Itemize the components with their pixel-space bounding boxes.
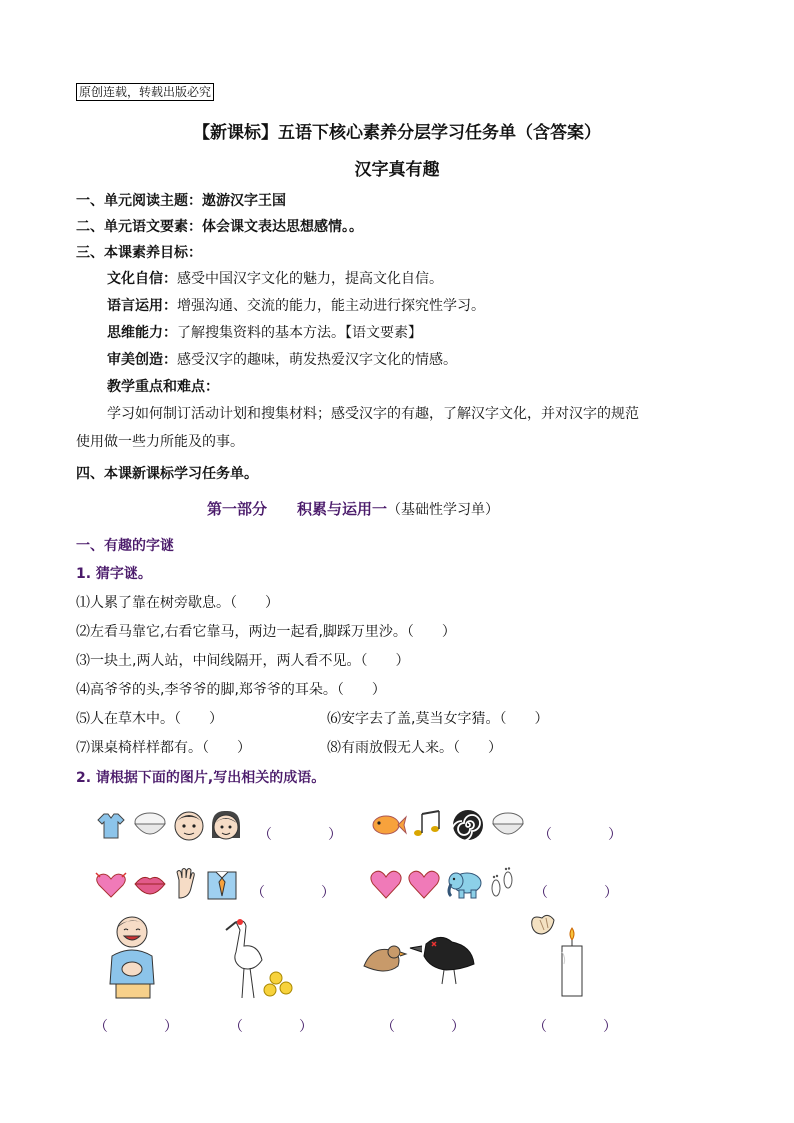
hand-icon: [171, 866, 201, 900]
reading-theme-label: 一、单元阅读主题：: [76, 193, 202, 209]
riddle-4: ⑷高爷爷的头,李爷爷的脚,郑爷爷的耳朵。（ ）: [76, 682, 386, 698]
riddle-5: ⑸人在草木中。（ ）: [76, 711, 223, 727]
answer-blank-7[interactable]: （ ）: [381, 1019, 465, 1035]
shirt-icon: [96, 810, 126, 840]
literacy-goals-heading: 三、本课素养目标：: [76, 245, 202, 261]
goal-thinking: 思维能力：了解搜集资料的基本方法。【语文要素】: [107, 325, 422, 341]
riddle-6: ⑹安字去了盖,莫当女字猜。（ ）: [327, 711, 549, 727]
answer-blank-1[interactable]: （ ）: [258, 827, 342, 843]
answer-blank-8[interactable]: （ ）: [533, 1019, 617, 1035]
question-1-title: 1. 猜字谜。: [76, 566, 152, 582]
heart-icon: [94, 870, 128, 900]
goal-aesthetic: 审美创造：感受汉字的趣味，萌发热爱汉字文化的情感。: [107, 352, 457, 368]
girl-face-icon: [209, 808, 243, 842]
task-sheet-heading: 四、本课新课标学习任务单。: [76, 466, 258, 482]
crane-chicks-icon: [224, 916, 296, 1002]
language-element: [76, 216, 363, 236]
goal-language: 语言运用：增强沟通、交流的能力，能主动进行探究性学习。: [107, 298, 485, 314]
question-2-title: 2. 请根据下面的图片,写出相关的成语。: [76, 770, 326, 786]
riddle-7: ⑺课桌椅样样都有。（ ）: [76, 740, 251, 756]
reading-theme-value: 遨游汉字王国: [202, 193, 286, 209]
lesson-title: 汉字真有趣: [354, 160, 440, 180]
riddle-2: ⑵左看马靠它,右看它靠马，两边一起看,脚踩万里沙。（ ）: [76, 624, 456, 640]
answer-blank-6[interactable]: （ ）: [229, 1019, 313, 1035]
goldfish-icon: [369, 812, 407, 838]
language-element-value: 体会课文表达思想感情。。: [202, 219, 363, 235]
answer-blank-3[interactable]: （ ）: [251, 885, 335, 901]
answer-blank-5[interactable]: （ ）: [94, 1019, 178, 1035]
music-notes-icon: [411, 808, 445, 840]
riddle-8: ⑻有雨放假无人来。（ ）: [327, 740, 502, 756]
key-points-line1: 学习如何制订活动计划和搜集材料；感受汉字的有趣，了解汉字文化，并对汉字的规范: [107, 406, 639, 422]
rice-bowl-icon: [133, 810, 167, 840]
reading-theme: [76, 190, 286, 210]
lips-icon: [133, 872, 167, 896]
spiral-icon: [451, 808, 485, 842]
sparrow-crow-icon: [360, 930, 476, 986]
answer-blank-4[interactable]: （ ）: [534, 885, 618, 901]
key-points-line2: 使用做一些力所能及的事。: [76, 434, 244, 450]
heart-icon: [369, 868, 403, 900]
language-element-label: 二、单元语文要素：: [76, 219, 202, 235]
moth-candle-icon: [526, 912, 592, 1002]
section-riddles: 一、有趣的字谜: [76, 538, 174, 554]
shirt-tie-icon: [205, 866, 239, 900]
heart-icon: [407, 868, 441, 900]
goal-culture: 文化自信：感受中国汉字文化的魅力，提高文化自信。: [107, 271, 443, 287]
copyright-stamp: 原创连载，转载出版必究: [76, 83, 214, 101]
laughing-man-icon: [106, 914, 162, 1000]
key-points-label: 教学重点和难点：: [107, 379, 219, 395]
boy-face-icon: [172, 808, 206, 842]
page-title: 【新课标】五语下核心素养分层学习任务单（含答案）: [193, 123, 601, 143]
elephant-icon: [445, 868, 485, 900]
answer-blank-2[interactable]: （ ）: [538, 827, 622, 843]
part-one-title: 第一部分 积累与运用一（基础性学习单）: [207, 500, 500, 518]
riddle-1: ⑴人累了靠在树旁歇息。（ ）: [76, 595, 279, 611]
riddle-3: ⑶一块土,两人站，中间线隔开，两人看不见。（ ）: [76, 653, 410, 669]
footprints-icon: [487, 866, 517, 900]
rice-bowl-icon: [491, 810, 525, 840]
